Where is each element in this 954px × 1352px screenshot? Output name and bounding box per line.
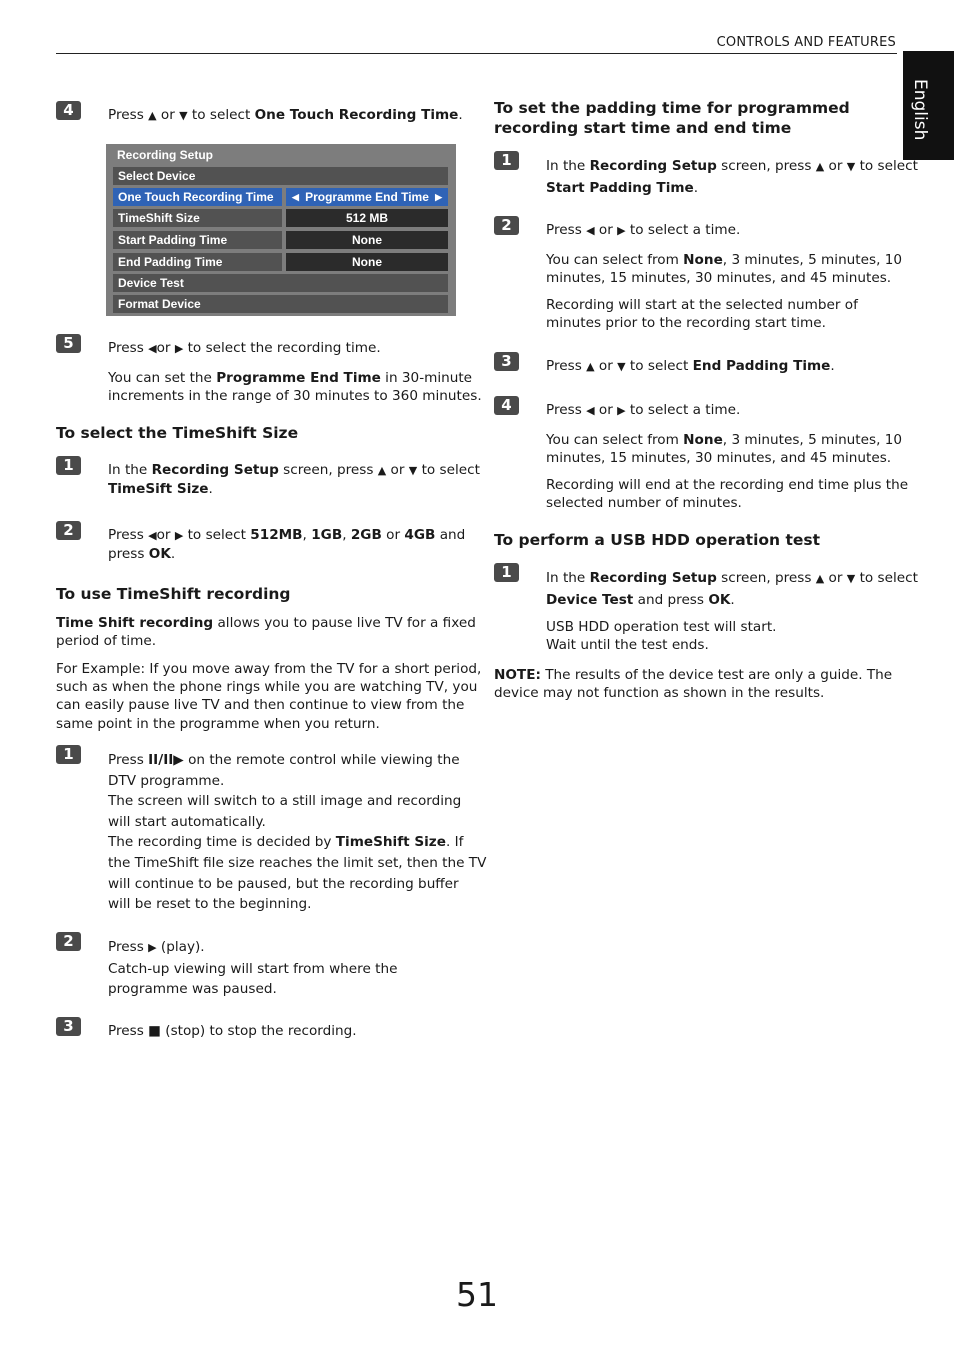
right-arrow-icon: ▶ xyxy=(617,404,626,417)
section-heading: To set the padding time for programmed recording start time and end time xyxy=(494,99,850,137)
up-arrow-icon: ▲ xyxy=(148,109,157,122)
step-number: 4 xyxy=(56,101,81,120)
step-text: Press ■ (stop) to stop the recording. xyxy=(108,1023,357,1039)
paragraph: You can select from None, 3 minutes, 5 minutes, 10 minutes, 15 minutes, 30 minutes, and 45 minutes. xyxy=(546,252,903,287)
paragraph: Recording will end at the recording end time plus the selected number of minutes. xyxy=(546,477,909,512)
menu-item-start-padding-time[interactable]: Start Padding Time None xyxy=(113,231,448,249)
paragraph: Time Shift recording allows you to pause live TV for a fixed period of time. xyxy=(56,615,476,650)
left-arrow-icon: ◀ xyxy=(586,224,595,237)
down-arrow-icon: ▼ xyxy=(179,109,188,122)
step-number: 1 xyxy=(494,151,519,170)
step-number: 2 xyxy=(494,216,519,235)
section-heading: To use TimeShift recording xyxy=(56,585,291,603)
step-text: In the Recording Setup screen, press ▲ or ▼ to select TimeSift Size. xyxy=(108,462,480,498)
up-arrow-icon: ▲ xyxy=(377,464,387,477)
section-heading: To perform a USB HDD operation test xyxy=(494,531,821,549)
section-heading: To select the TimeShift Size xyxy=(56,424,299,442)
step-text: In the Recording Setup screen, press ▲ or ▼ to select Device Test and press OK. xyxy=(546,570,918,608)
play-icon: ▶ xyxy=(148,941,157,954)
left-arrow-icon: ◀ xyxy=(586,404,595,417)
step-number: 4 xyxy=(494,396,519,415)
paragraph: For Example: If you move away from the TV for a short period, such as when the phone rings while you are watching TV, you can easily pause live TV and then continue to view from the same point in the programme when you return. xyxy=(56,661,482,732)
step-text: Press ◀ or ▶ to select a time. xyxy=(546,402,741,418)
menu-item-one-touch-recording-time[interactable]: One Touch Recording Time ◀ Programme End Time ▶ xyxy=(113,188,448,206)
step-text: Press ▲ or ▼ to select One Touch Recording Time. xyxy=(108,107,463,123)
note: NOTE: The results of the device test are only a guide. The device may not function as shown in the results. xyxy=(494,667,893,702)
pause-play-icon: II/II▶ xyxy=(148,752,184,768)
step-text: Press ◀ or ▶ to select a time. xyxy=(546,222,741,238)
step-text: Press ▲ or ▼ to select End Padding Time. xyxy=(546,358,835,374)
down-arrow-icon: ▼ xyxy=(846,160,856,173)
step-number: 2 xyxy=(56,521,81,540)
up-arrow-icon: ▲ xyxy=(815,572,825,585)
paragraph: USB HDD operation test will start. Wait until the test ends. xyxy=(546,619,777,654)
down-arrow-icon: ▼ xyxy=(846,572,856,585)
down-arrow-icon: ▼ xyxy=(408,464,418,477)
step-text: Press II/II▶ on the remote control while viewing the DTV programme. The screen will switch to a still image and recording will start automatically. The recording time is decided by TimeShift Size. If the TimeShift file size reaches the limit set, then the TV will continue to be paused, but the recording buffer will be reset to the beginning. xyxy=(108,752,487,913)
left-arrow-icon: ◀ xyxy=(148,529,157,542)
recording-setup-menu xyxy=(106,144,456,316)
menu-item-select-device[interactable]: Select Device xyxy=(113,167,448,185)
step-text: In the Recording Setup screen, press ▲ or ▼ to select Start Padding Time. xyxy=(546,158,918,196)
step-number: 3 xyxy=(56,1017,81,1036)
paragraph: Recording will start at the selected number of minutes prior to the recording start time. xyxy=(546,297,858,332)
step-number: 3 xyxy=(494,352,519,371)
menu-item-device-test[interactable]: Device Test xyxy=(113,274,448,292)
paragraph: You can select from None, 3 minutes, 5 minutes, 10 minutes, 15 minutes, 30 minutes, and 45 minutes. xyxy=(546,432,903,467)
step-number: 1 xyxy=(56,745,81,764)
paragraph: You can set the Programme End Time in 30-minute increments in the range of 30 minutes to 360 minutes. xyxy=(108,370,482,405)
right-arrow-icon: ▶ xyxy=(435,192,442,202)
right-arrow-icon: ▶ xyxy=(174,529,184,542)
language-tab-label: English xyxy=(910,79,930,141)
step-text: Press ▶ (play). Catch-up viewing will start from where the programme was paused. xyxy=(108,939,398,998)
menu-title: Recording Setup xyxy=(117,148,214,162)
step-number: 1 xyxy=(494,563,519,582)
left-arrow-icon: ◀ xyxy=(292,192,299,202)
stop-icon: ■ xyxy=(148,1023,161,1039)
left-arrow-icon: ◀ xyxy=(148,342,157,355)
menu-item-end-padding-time[interactable]: End Padding Time None xyxy=(113,253,448,271)
step-text: Press ◀or ▶ to select the recording time. xyxy=(108,340,381,356)
section-title: CONTROLS AND FEATURES xyxy=(716,35,896,50)
menu-item-timeshift-size[interactable]: TimeShift Size 512 MB xyxy=(113,209,448,227)
step-number: 5 xyxy=(56,334,81,353)
up-arrow-icon: ▲ xyxy=(815,160,825,173)
down-arrow-icon: ▼ xyxy=(617,360,626,373)
header-rule xyxy=(56,53,897,54)
language-tab xyxy=(903,51,954,160)
right-arrow-icon: ▶ xyxy=(617,224,626,237)
up-arrow-icon: ▲ xyxy=(586,360,595,373)
step-text: Press ◀or ▶ to select 512MB, 1GB, 2GB or 4GB and press OK. xyxy=(108,527,466,563)
menu-item-format-device[interactable]: Format Device xyxy=(113,295,448,313)
step-number: 1 xyxy=(56,456,81,475)
page-number: 51 xyxy=(456,1275,498,1314)
right-arrow-icon: ▶ xyxy=(174,342,184,355)
step-number: 2 xyxy=(56,932,81,951)
